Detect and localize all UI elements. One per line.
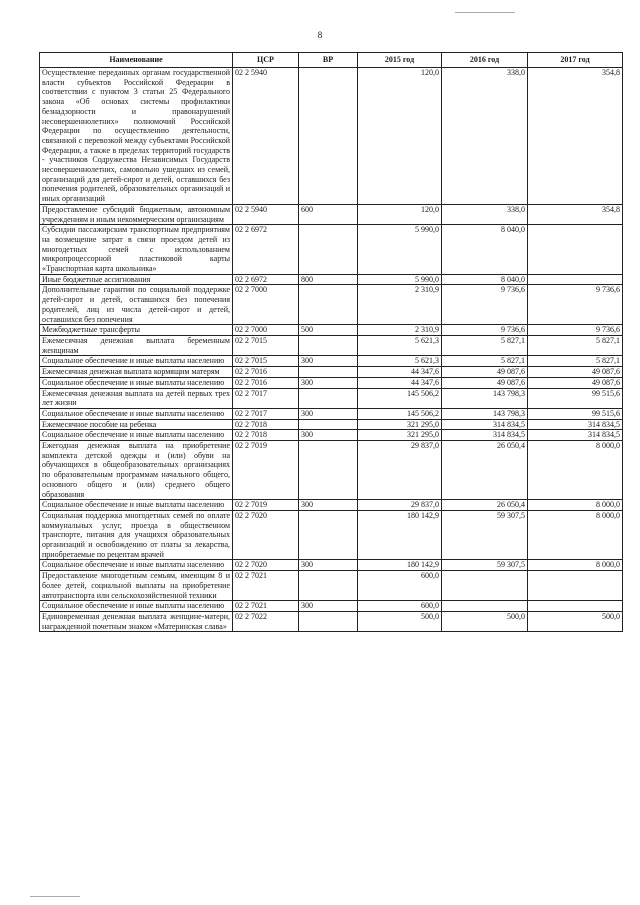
cell-2015: 5 990,0 [358, 274, 442, 285]
cell-2017: 9 736,6 [528, 325, 623, 336]
table-row [40, 274, 623, 285]
cell-2015: 120,0 [358, 204, 442, 224]
cell-name: Социальное обеспечение и иные выплаты населению [40, 500, 233, 511]
cell-vr: 300 [299, 377, 358, 388]
cell-2016: 143 798,3 [442, 408, 528, 419]
cell-csr: 02 2 7020 [233, 560, 299, 571]
table-row [40, 325, 623, 336]
cell-csr: 02 2 5940 [233, 68, 299, 205]
cell-2016 [442, 571, 528, 601]
cell-2015: 29 837,0 [358, 500, 442, 511]
cell-2015: 600,0 [358, 571, 442, 601]
cell-2017: 5 827,1 [528, 335, 623, 355]
cell-2015: 44 347,6 [358, 377, 442, 388]
cell-2016: 26 050,4 [442, 441, 528, 500]
cell-csr: 02 2 6972 [233, 274, 299, 285]
cell-csr: 02 2 7000 [233, 285, 299, 325]
table-row [40, 68, 623, 205]
cell-2016: 8 040,0 [442, 225, 528, 275]
cell-vr: 300 [299, 408, 358, 419]
cell-vr [299, 441, 358, 500]
cell-2016: 5 827,1 [442, 356, 528, 367]
table-body [40, 68, 623, 632]
cell-2017: 99 515,6 [528, 388, 623, 408]
table-row [40, 285, 623, 325]
table-row [40, 611, 623, 631]
table-row [40, 500, 623, 511]
cell-vr [299, 571, 358, 601]
cell-2016: 500,0 [442, 611, 528, 631]
cell-name: Иные бюджетные ассигнования [40, 274, 233, 285]
cell-name: Ежемесячная денежная выплата беременным женщинам [40, 335, 233, 355]
cell-vr: 800 [299, 274, 358, 285]
cell-2016: 26 050,4 [442, 500, 528, 511]
table-row [40, 441, 623, 500]
cell-2017: 8 000,0 [528, 510, 623, 560]
cell-vr: 300 [299, 500, 358, 511]
cell-name: Осуществление переданных органам государственной власти субъектов Российской Федерации в соответствии с пунктом 3 статьи 25 Федерального закона «Об основах системы профилактики безнадзорности и правонарушений несовершеннолетних» полномочий Российской Федерации по осуществлению деятельности, связанной с перевозкой между субъектами Российской Федерации, а также в пределах территорий государств - участников Содружества Независимых Государств несовершеннолетних, самовольно ушедших из семей, организаций для детей-сирот и детей, оставшихся без попечения родителей, образовательных организаций и иных организаций [40, 68, 233, 205]
cell-2017: 9 736,6 [528, 285, 623, 325]
cell-csr: 02 2 6972 [233, 225, 299, 275]
cell-csr: 02 2 7016 [233, 377, 299, 388]
cell-2016: 9 736,6 [442, 325, 528, 336]
cell-vr: 300 [299, 560, 358, 571]
table-row [40, 204, 623, 224]
cell-2017: 99 515,6 [528, 408, 623, 419]
cell-name: Социальное обеспечение и иные выплаты населению [40, 408, 233, 419]
table-row [40, 601, 623, 612]
cell-name: Ежемесячная денежная выплата кормящим матерям [40, 367, 233, 378]
cell-2017: 49 087,6 [528, 367, 623, 378]
cell-vr [299, 285, 358, 325]
page-number: 8 [317, 30, 323, 40]
table-row [40, 571, 623, 601]
scan-artifact-top [455, 12, 515, 13]
cell-name: Социальное обеспечение и иные выплаты населению [40, 377, 233, 388]
cell-csr: 02 2 5940 [233, 204, 299, 224]
cell-csr: 02 2 7000 [233, 325, 299, 336]
cell-2015: 600,0 [358, 601, 442, 612]
cell-2017: 500,0 [528, 611, 623, 631]
cell-2015: 180 142,9 [358, 510, 442, 560]
header-csr: ЦСР [233, 53, 299, 68]
cell-csr: 02 2 7022 [233, 611, 299, 631]
table-row [40, 377, 623, 388]
cell-csr: 02 2 7018 [233, 419, 299, 430]
cell-2015: 2 310,9 [358, 325, 442, 336]
cell-name: Ежегодная денежная выплата на приобретение комплекта детской одежды и (или) обуви на обучающихся в общеобразовательных организациях по образовательным программам начального общего, основного общего и (или) среднего общего образования [40, 441, 233, 500]
table-header-row [40, 53, 623, 68]
cell-csr: 02 2 7017 [233, 388, 299, 408]
cell-2015: 44 347,6 [358, 367, 442, 378]
cell-name: Социальная поддержка многодетных семей по оплате коммунальных услуг, проезда в общественном транспорте, питания для учащихся образовательных организаций и освобождению от платы за лекарства, приобретаемые по рецептам врачей [40, 510, 233, 560]
cell-csr: 02 2 7019 [233, 500, 299, 511]
table-row [40, 430, 623, 441]
cell-name: Предоставление многодетным семьям, имеющим 8 и более детей, социальной выплаты на приобретение автотранспорта или сельскохозяйственной техники [40, 571, 233, 601]
cell-vr [299, 225, 358, 275]
table-row [40, 419, 623, 430]
cell-vr [299, 388, 358, 408]
cell-vr: 300 [299, 356, 358, 367]
cell-vr [299, 335, 358, 355]
cell-vr [299, 611, 358, 631]
cell-vr [299, 419, 358, 430]
cell-csr: 02 2 7021 [233, 571, 299, 601]
table-row [40, 367, 623, 378]
cell-2016: 314 834,5 [442, 430, 528, 441]
cell-2015: 2 310,9 [358, 285, 442, 325]
cell-csr: 02 2 7016 [233, 367, 299, 378]
cell-vr [299, 68, 358, 205]
cell-2016: 143 798,3 [442, 388, 528, 408]
cell-csr: 02 2 7015 [233, 356, 299, 367]
cell-2016: 338,0 [442, 204, 528, 224]
cell-2017: 8 000,0 [528, 500, 623, 511]
cell-name: Единовременная денежная выплата женщине-матери, награжденной почетным знаком «Материнская слава» [40, 611, 233, 631]
cell-name: Социальное обеспечение и иные выплаты населению [40, 601, 233, 612]
cell-2016: 338,0 [442, 68, 528, 205]
cell-2016: 314 834,5 [442, 419, 528, 430]
table-row [40, 335, 623, 355]
cell-2017: 49 087,6 [528, 377, 623, 388]
header-2015: 2015 год [358, 53, 442, 68]
cell-2015: 5 990,0 [358, 225, 442, 275]
cell-name: Ежемесячная денежная выплата на детей первых трех лет жизни [40, 388, 233, 408]
cell-vr: 600 [299, 204, 358, 224]
cell-2015: 120,0 [358, 68, 442, 205]
cell-2015: 145 506,2 [358, 388, 442, 408]
cell-name: Социальное обеспечение и иные выплаты населению [40, 560, 233, 571]
cell-2015: 500,0 [358, 611, 442, 631]
cell-2017: 354,8 [528, 68, 623, 205]
cell-name: Социальное обеспечение и иные выплаты населению [40, 356, 233, 367]
table-row [40, 560, 623, 571]
table-row [40, 510, 623, 560]
header-2017: 2017 год [528, 53, 623, 68]
header-vr: ВР [299, 53, 358, 68]
cell-2016 [442, 601, 528, 612]
cell-name: Ежемесячное пособие на ребенка [40, 419, 233, 430]
cell-2017 [528, 601, 623, 612]
header-2016: 2016 год [442, 53, 528, 68]
cell-2016: 59 307,5 [442, 510, 528, 560]
cell-2015: 321 295,0 [358, 419, 442, 430]
cell-2016: 8 040,0 [442, 274, 528, 285]
table-row [40, 356, 623, 367]
cell-vr: 300 [299, 601, 358, 612]
cell-2016: 49 087,6 [442, 367, 528, 378]
cell-vr [299, 367, 358, 378]
cell-2015: 5 621,3 [358, 335, 442, 355]
cell-vr: 500 [299, 325, 358, 336]
cell-2017: 8 000,0 [528, 441, 623, 500]
cell-2017 [528, 274, 623, 285]
cell-2017 [528, 225, 623, 275]
cell-2015: 145 506,2 [358, 408, 442, 419]
cell-csr: 02 2 7021 [233, 601, 299, 612]
cell-csr: 02 2 7017 [233, 408, 299, 419]
cell-name: Субсидии пассажирским транспортным предприятиям на возмещение затрат в связи проездом детей из многодетных семей с использованием микропроцессорной пластиковой карты «Транспортная карта школьника» [40, 225, 233, 275]
cell-2017: 8 000,0 [528, 560, 623, 571]
cell-csr: 02 2 7019 [233, 441, 299, 500]
cell-2015: 321 295,0 [358, 430, 442, 441]
cell-name: Межбюджетные трансферты [40, 325, 233, 336]
cell-2015: 5 621,3 [358, 356, 442, 367]
cell-csr: 02 2 7015 [233, 335, 299, 355]
cell-name: Дополнительные гарантии по социальной поддержке детей-сирот и детей, оставшихся без попечения родителей, лиц из числа детей-сирот и детей, оставшихся без попечения [40, 285, 233, 325]
cell-2015: 180 142,9 [358, 560, 442, 571]
table-row [40, 408, 623, 419]
scan-artifact-bottom [30, 896, 80, 897]
cell-name: Социальное обеспечение и иные выплаты населению [40, 430, 233, 441]
cell-2016: 59 307,5 [442, 560, 528, 571]
cell-2017: 314 834,5 [528, 419, 623, 430]
cell-csr: 02 2 7018 [233, 430, 299, 441]
cell-2017 [528, 571, 623, 601]
cell-csr: 02 2 7020 [233, 510, 299, 560]
cell-2016: 49 087,6 [442, 377, 528, 388]
budget-table [39, 52, 623, 632]
cell-2017: 354,8 [528, 204, 623, 224]
cell-vr [299, 510, 358, 560]
cell-2015: 29 837,0 [358, 441, 442, 500]
cell-2016: 5 827,1 [442, 335, 528, 355]
header-name: Наименование [40, 53, 233, 68]
cell-vr: 300 [299, 430, 358, 441]
cell-2017: 5 827,1 [528, 356, 623, 367]
table-row [40, 225, 623, 275]
table-row [40, 388, 623, 408]
cell-name: Предоставление субсидий бюджетным, автономным учреждениям и иным некоммерческим организациям [40, 204, 233, 224]
cell-2016: 9 736,6 [442, 285, 528, 325]
cell-2017: 314 834,5 [528, 430, 623, 441]
